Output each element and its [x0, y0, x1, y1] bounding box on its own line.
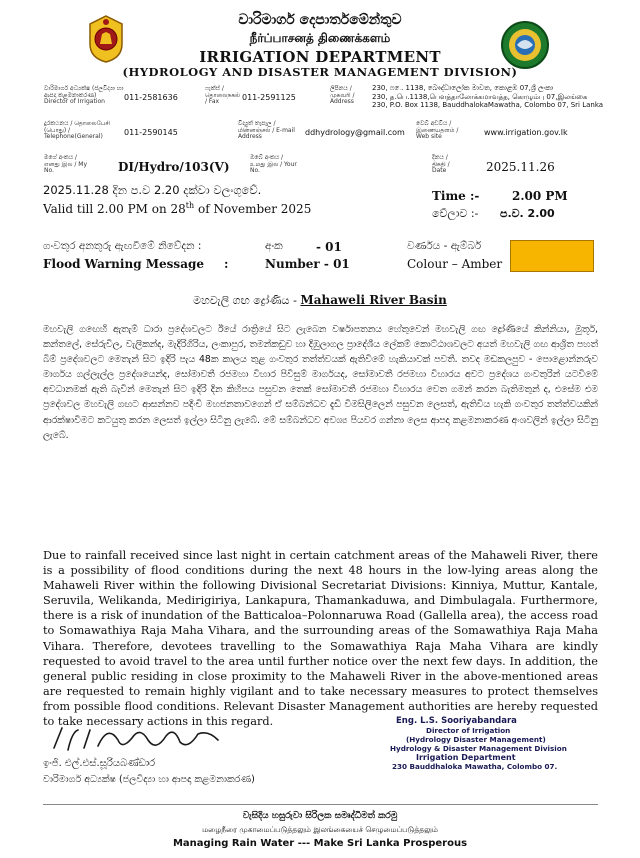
time-label-sinhala: වේලාව :- — [432, 207, 479, 220]
footer-motto-english: Managing Rain Water --- Make Sri Lanka Prosperous — [172, 838, 468, 849]
signature-stamp: Eng. L.S. Sooriyabandara Director of Irrigation (Hydrology Disaster Management) Hydrology & Disaster Management Division Irrigation Department 230 Bauddhaloka Mawatha, Colombo 07. — [390, 716, 567, 771]
my-number: DI/Hydro/103(V) — [118, 160, 230, 174]
telephone-label: දුරකථනය / தொலைபேசி (பொது) / Telephone(General) — [44, 120, 111, 140]
warning-message-sinhala: ගංවතුර අනතුරු ඇඟවීමේ නිවේදන : — [43, 240, 202, 252]
director-label: වාරිමාර්ග අධ්‍යක්ෂ (ජලවිද්‍යා හා ආපදා කළමනාකරණ) Director of Irrigation — [44, 85, 124, 105]
handwritten-signature-icon — [48, 718, 228, 760]
footer-motto-sinhala: වැසිදිය හසුරුවා සිරිලක සමෘද්ධිමත් කරමු — [242, 811, 398, 821]
letter-date: 2025.11.26 — [486, 160, 555, 174]
validity-english: Valid till 2.00 PM on 28th of November 2025 — [43, 201, 312, 216]
time-value-sinhala: ප.ව. 2.00 — [500, 207, 555, 220]
address-label: ලිපිනය / முகவரி / Address — [330, 85, 355, 105]
body-text-sinhala: මහවැලි ගඟෙහි ඇතැම් ධාරා ප්‍රදේශවලට ඊයේ රාත්‍රියේ සිට ලැබෙන වර්ෂාපතනය හේතුවෙන් මහවැලි ගඟ ද්‍රෝණියේ කින්නියා, මුතූර්, කන්තලේ, සේරුවිල, වැලිකන්ද, මැදිරිගිරිය, ලංකාපුර, තමන්කඩුව හා දිඹුලාගල ප්‍රාදේශීය ලේකම් කොට්ඨාශවලට අයත් මහවැලි ගඟ ආශ්‍රිත පහත් බිම් ප්‍රදේශවලට මෙතැන් සිට ඉදිරි පැය 48ක කාලය තුළ ගංවතුර තත්ත්වයක් ඇතිවීමේ හැකියාවක් පවතී. තවද මඩකලපුව - පොළොන්නරුව මාර්ගය ගල්ලැල්ල ප්‍රදේශයෙන්ද, සෝමාවතී රජමහා විහාර පිවිසුම් මාර්ගයද, සෝමාවතී රජමහා විහාරය අවට ප්‍රදේශය ගංවතුරින් යටවීමේ අවධානමක් ඇති බැවින් මෙතැන් සිට ඉදිරි දින කිහිපය පසුවන තෙක් සෝමාවතී රජමහා විහාරය වෙත ගමන් කරන බැතිමතුන් ද, එසේම එම ප්‍රදේශවල මහවැලි ගඟට ආසන්නව පදිංචි මහජනතාවගෙන් ඒ සම්බන්ධව දැඩි විමසිලිලෙන් පසුවන ලෙසත්, ඇතිවිය හැකි ගංවතුර තත්ත්වයකින් ආරක්ෂාවීමට කටයුතු කරන ලෙසත් ඉල්ලා සිටිනු ලැබේ. මේ සම්බන්ධව අවශ්‍ය පියවර ගන්නා ලෙස ආපදා කළමනාකරණ අංශවලින් ඉල්ලා සිටිනු ලැබේ. — [43, 324, 598, 441]
footer-motto-tamil: மழைநீரை முகாமைப்படுத்தலும் இலங்கையைச் செழுமைப்படுத்தலும் — [202, 825, 438, 834]
colour-label-english: Colour – Amber — [407, 257, 503, 271]
email-label: විද්‍යුත් තැපෑල / மின்னஞ்சல் / E-mail Address — [238, 120, 295, 140]
body-text-english: Due to rainfall received since last night in certain catchment areas of the Mahaweli River, there is a possibility of flood conditions during the next 48 hours in the low-lying areas along the Mahaweli River within the following Divisional Secretariat Divisions: Kinniya, Muttur, Kantale, Seruvila, Welikanda, Medirigiriya, Lankapura, Thamankaduwa, and Dimbulagala. Furthermore, there is a risk of inundation of the Batticaloa–Polonnaruwa Road (Gallella area), the access road to Somawathiya Raja Maha Vihara, and the surrounding areas of the Somawathiya Raja Maha Vihara. Therefore, devotees travelling to the Somawathiya Raja Maha Vihara are kindly requested to avoid travel to the area until further notice over the next few days. In addition, the general public residing in close proximity to the Mahaweli River in the above-mentioned areas are requested to remain highly vigilant and to take necessary measures to protect themselves from possible flood conditions. Relevant Disaster Management authorities are hereby requested to take necessary actions in this regard. — [43, 549, 598, 729]
email-address[interactable]: ddhydrology@gmail.com — [305, 128, 405, 137]
time-value: 2.00 PM — [512, 189, 568, 203]
amber-colour-swatch — [510, 240, 594, 272]
warning-colon: : — [224, 257, 229, 271]
your-number-label: ඔබේ අංකය / உமது இல / Your No. — [250, 154, 297, 174]
signatory-name-sinhala: ඉංජි. එල්.එස්.සූරියබණ්ඩාර — [43, 758, 156, 769]
address: 230, ෆ.ෙ. 1138, බෞද්ධාලෝක මාවත, කොළඹ 07,ශ්‍රී ලංකා 230, த.பெ.1138,பௌத்தாலோக்கமாவத்த, கொழும்பு 07,இலங்கை 230, P.O. Box 1138, BauddhalokaMawatha, Colombo 07, Sri Lanka — [372, 84, 604, 109]
number-english: Number - 01 — [265, 257, 350, 271]
department-title-tamil: நீர்ப்பாசனத் திணைக்களம் — [249, 31, 391, 45]
website-link[interactable]: www.irrigation.gov.lk — [484, 128, 568, 137]
colour-label-sinhala: වර්ණය - ඇම්බර් — [407, 240, 482, 252]
telephone-number: 011-2590145 — [124, 128, 178, 137]
footer-divider — [43, 804, 598, 805]
number-value-sinhala: - 01 — [316, 240, 342, 254]
fax-label: ෆැක්ස් / தொலைநகல் / Fax — [205, 85, 241, 105]
warning-message-english: Flood Warning Message — [43, 257, 204, 271]
date-label: දිනය / திகதி / Date — [432, 154, 450, 174]
validity-sinhala: 2025.11.28 දින ප.ව 2.20 දක්වා වලංගුවේ. — [43, 183, 262, 197]
number-label-sinhala: අංක — [265, 240, 283, 252]
website-label: වෙබ් අඩවිය / இணையதளம் / Web site — [416, 120, 459, 140]
my-number-label: මගේ අංකය / எனது இல / My No. — [44, 154, 87, 174]
fax-number: 011-2591125 — [242, 93, 296, 102]
director-phone: 011-2581636 — [124, 93, 178, 102]
department-subtitle: (HYDROLOGY AND DISASTER MANAGEMENT DIVISION) — [122, 65, 518, 79]
department-title-english: IRRIGATION DEPARTMENT — [199, 48, 441, 66]
basin-title: මහවැලි ගඟ ද්‍රෝණිය - Mahaweli River Basin — [193, 293, 447, 307]
time-label: Time :- — [432, 189, 480, 203]
signatory-title-sinhala: වාරිමාර්ග අධ්‍යක්ෂ (ජලවිද්‍යා හා ආපදා කළමනාකරණ) — [43, 774, 255, 785]
department-title-sinhala: වාරිමාර්ග දෙපාර්තමේන්තුව — [238, 12, 402, 28]
